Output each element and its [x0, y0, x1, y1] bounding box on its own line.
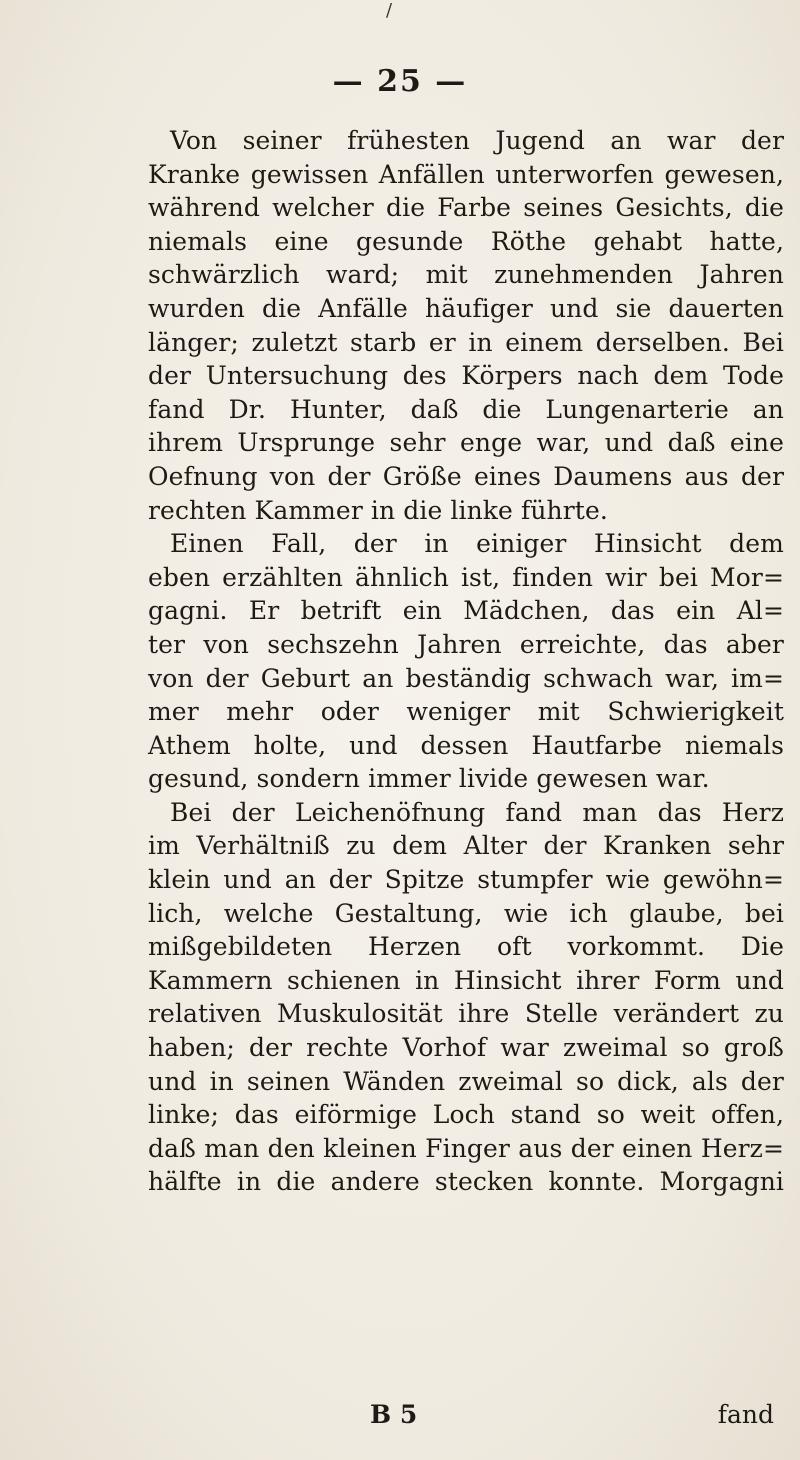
- paragraph-3: [148, 796, 784, 1199]
- text-line: gagni. Er betrift ein Mädchen, das ein Al=: [148, 596, 784, 626]
- text-line: Bei der Leichenöfnung fand man das Herz: [170, 797, 784, 827]
- text-line: niemals eine gesunde Röthe gehabt hatte,: [148, 226, 784, 256]
- text-line: Athem holte, und dessen Hautfarbe niemals: [148, 730, 784, 760]
- text-line: mißgebildeten Herzen oft vorkommt. Die: [148, 932, 784, 962]
- paragraph-1: [148, 124, 784, 527]
- text-line: schwärzlich ward; mit zunehmenden Jahren: [148, 260, 784, 290]
- body-text: [148, 124, 784, 1199]
- text-line: ter von sechszehn Jahren erreichte, das aber: [148, 629, 784, 659]
- text-line: linke; das eiförmige Loch stand so weit offen,: [148, 1100, 784, 1130]
- text-line: und in seinen Wänden zweimal so dick, als der: [148, 1066, 784, 1096]
- text-line: gesund, sondern immer livide gewesen war.: [148, 764, 710, 794]
- text-line: daß man den kleinen Finger aus der einen Herz=: [148, 1133, 784, 1163]
- text-line: rechten Kammer in die linke führte.: [148, 495, 608, 525]
- text-line: wurden die Anfälle häufiger und sie dauerten: [148, 293, 784, 323]
- text-line: relativen Muskulosität ihre Stelle verändert zu: [148, 999, 784, 1029]
- text-line: ihrem Ursprunge sehr enge war, und daß eine: [148, 428, 784, 458]
- text-line: mer mehr oder weniger mit Schwierigkeit: [148, 697, 784, 727]
- text-line: fand Dr. Hunter, daß die Lungenarterie an: [148, 394, 784, 424]
- text-line: Kranke gewissen Anfällen unterworfen gewesen,: [148, 159, 784, 189]
- text-line: haben; der rechte Vorhof war zweimal so groß: [148, 1033, 784, 1063]
- text-line: Einen Fall, der in einiger Hinsicht dem: [170, 529, 784, 559]
- ink-mark: /: [386, 0, 393, 21]
- page-footer: [150, 1398, 784, 1432]
- page-number: — 25 —: [332, 64, 468, 99]
- text-line: eben erzählten ähnlich ist, finden wir bei Mor=: [148, 562, 784, 592]
- text-line: Von seiner frühesten Jugend an war der: [170, 126, 784, 155]
- paragraph-2: [148, 527, 784, 796]
- text-line: während welcher die Farbe seines Gesichts, die: [148, 193, 784, 223]
- sheet-signature: B 5: [370, 1400, 418, 1429]
- text-line: klein und an der Spitze stumpfer wie gewöhn=: [148, 865, 784, 895]
- text-line: Oefnung von der Größe eines Daumens aus der: [148, 461, 784, 491]
- catchword: fand: [717, 1400, 774, 1429]
- text-line: von der Geburt an beständig schwach war, im=: [148, 663, 784, 693]
- text-line: länger; zuletzt starb er in einem derselben. Bei: [148, 327, 784, 357]
- text-line: hälfte in die andere stecken konnte. Morgagni: [148, 1167, 784, 1197]
- text-line: lich, welche Gestaltung, wie ich glaube, bei: [148, 898, 784, 928]
- text-line: Kammern schienen in Hinsicht ihrer Form und: [148, 965, 784, 995]
- text-line: im Verhältniß zu dem Alter der Kranken sehr: [148, 831, 784, 861]
- text-line: der Untersuchung des Körpers nach dem Tode: [148, 361, 784, 391]
